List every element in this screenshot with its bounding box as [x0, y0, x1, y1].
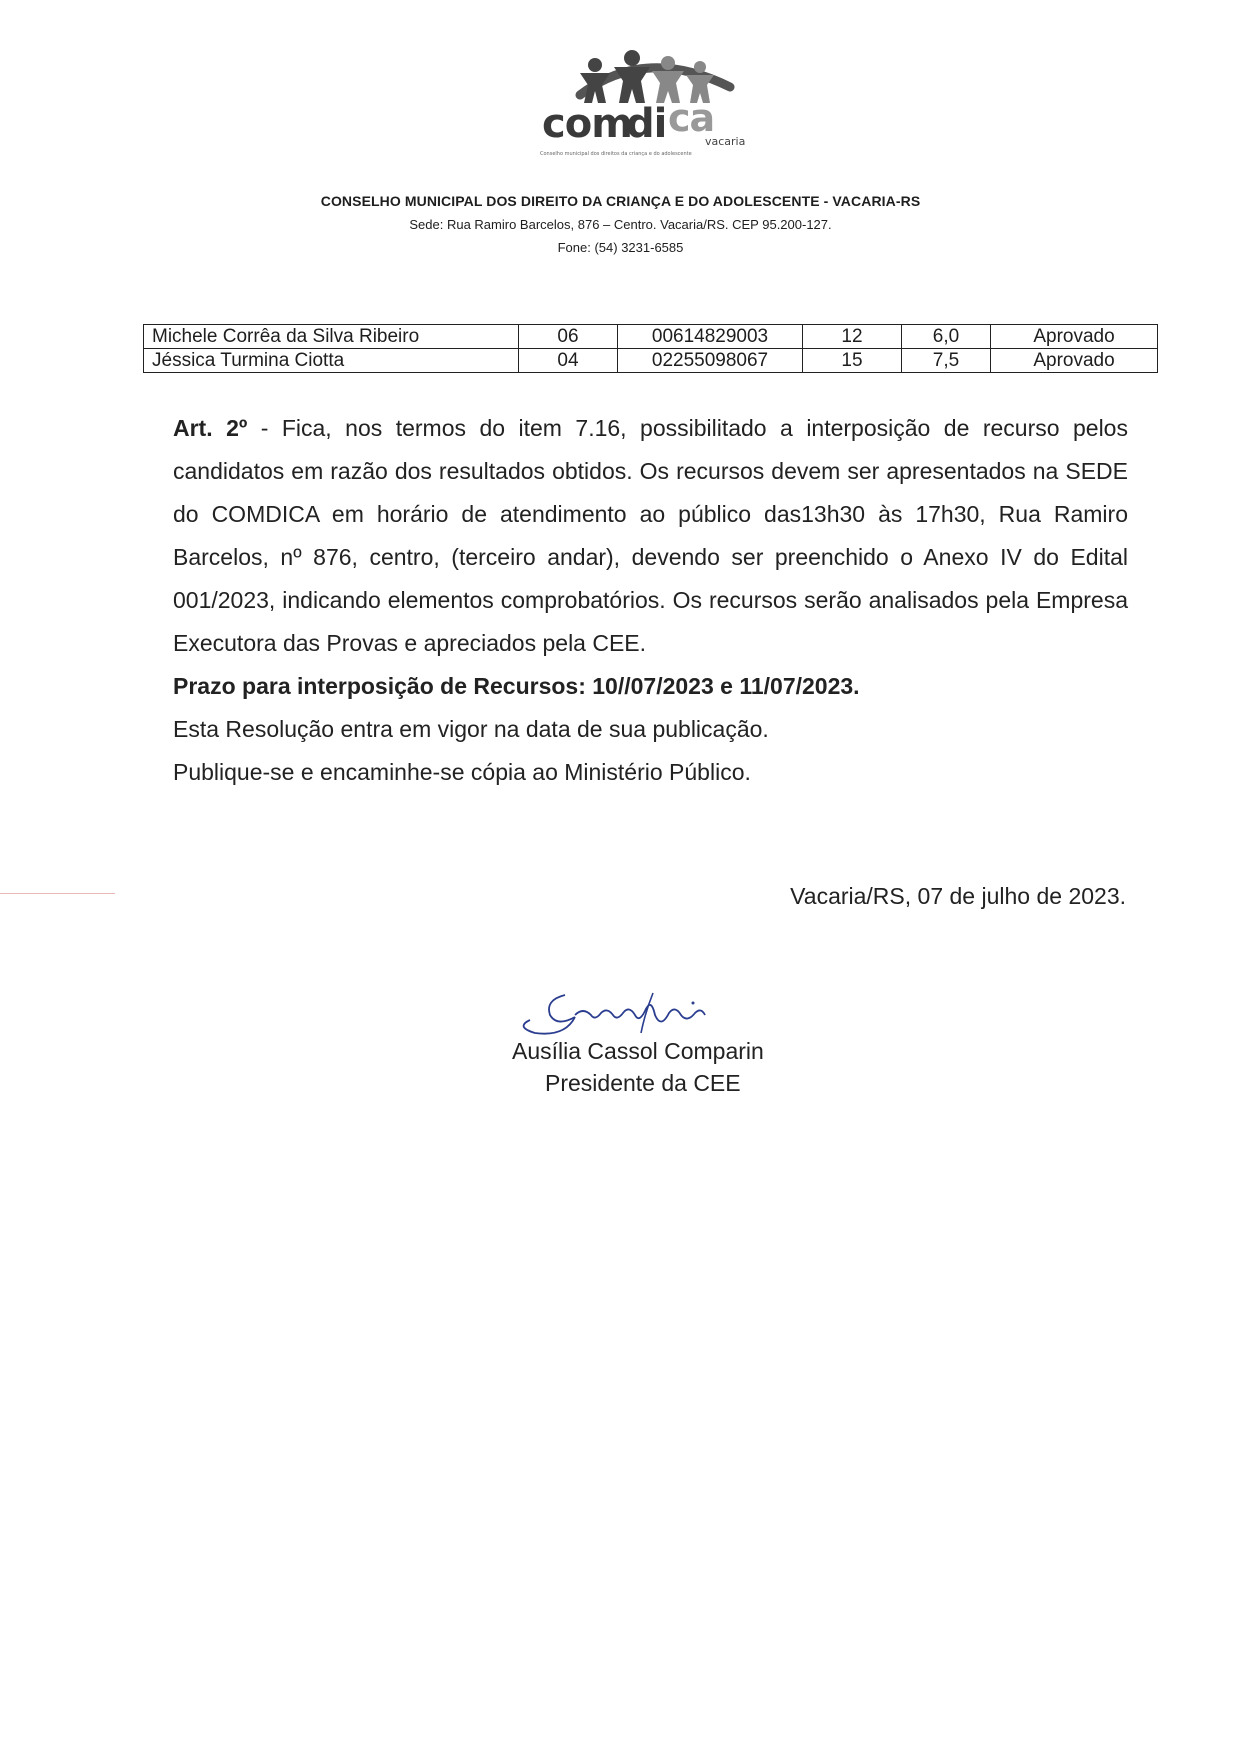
candidate-name: Jéssica Turmina Ciotta [144, 349, 519, 373]
signatory-role: Presidente da CEE [545, 1070, 741, 1096]
effective-clause: Esta Resolução entra em vigor na data de sua publicação. [173, 716, 769, 742]
candidate-status: Aprovado [991, 325, 1158, 349]
svg-text:vacaria: vacaria [705, 135, 746, 148]
document-date: Vacaria/RS, 07 de julho de 2023. [790, 883, 1126, 909]
candidate-points: 12 [803, 325, 902, 349]
candidate-status: Aprovado [991, 349, 1158, 373]
svg-text:Conselho municipal dos direito: Conselho municipal dos direitos da criança e do adolescente [540, 151, 692, 157]
svg-text:di: di [626, 101, 667, 147]
candidate-cpf: 02255098067 [618, 349, 803, 373]
appeal-deadline: Prazo para interposição de Recursos: 10//07/2023 e 11/07/2023. [173, 673, 860, 699]
candidate-number: 04 [519, 349, 618, 373]
logo-word-part1: com [542, 101, 632, 147]
article-text: - Fica, nos termos do item 7.16, possibilitado a interposição de recurso pelos candidatos em razão dos resultados obtidos. Os recursos devem ser apresentados na SEDE do COMDICA em horário de atendimento ao público das13h30 às 17h30, Rua Ramiro Barcelos, nº 876, centro, (terceiro andar), devendo ser preenchido o Anexo IV do Edital 001/2023, indicando elementos comprobatórios. Os recursos serão analisados pela Empresa Executora das Provas e apreciados pela CEE. [173, 415, 1128, 656]
margin-mark [0, 893, 115, 894]
svg-text:ca: ca [668, 96, 715, 140]
table-row [144, 349, 1158, 373]
table-row [144, 325, 1158, 349]
candidate-cpf: 00614829003 [618, 325, 803, 349]
header-phone: Fone: (54) 3231-6585 [557, 240, 684, 255]
article-2 [173, 407, 1128, 665]
article-label: Art. 2º [173, 415, 248, 441]
candidate-number: 06 [519, 325, 618, 349]
results-table [143, 324, 1158, 373]
candidate-points: 15 [803, 349, 902, 373]
header-address: Sede: Rua Ramiro Barcelos, 876 – Centro. Vacaria/RS. CEP 95.200-127. [409, 217, 832, 232]
candidate-grade: 6,0 [902, 325, 991, 349]
candidate-grade: 7,5 [902, 349, 991, 373]
comdica-logo [540, 45, 750, 160]
header-title: CONSELHO MUNICIPAL DOS DIREITO DA CRIANÇA E DO ADOLESCENTE - VACARIA-RS [320, 193, 921, 209]
signatory-name: Ausília Cassol Comparin [512, 1038, 764, 1064]
publication-clause: Publique-se e encaminhe-se cópia ao Ministério Público. [173, 759, 751, 785]
candidate-name: Michele Corrêa da Silva Ribeiro [144, 325, 519, 349]
handwritten-signature [505, 985, 825, 1040]
